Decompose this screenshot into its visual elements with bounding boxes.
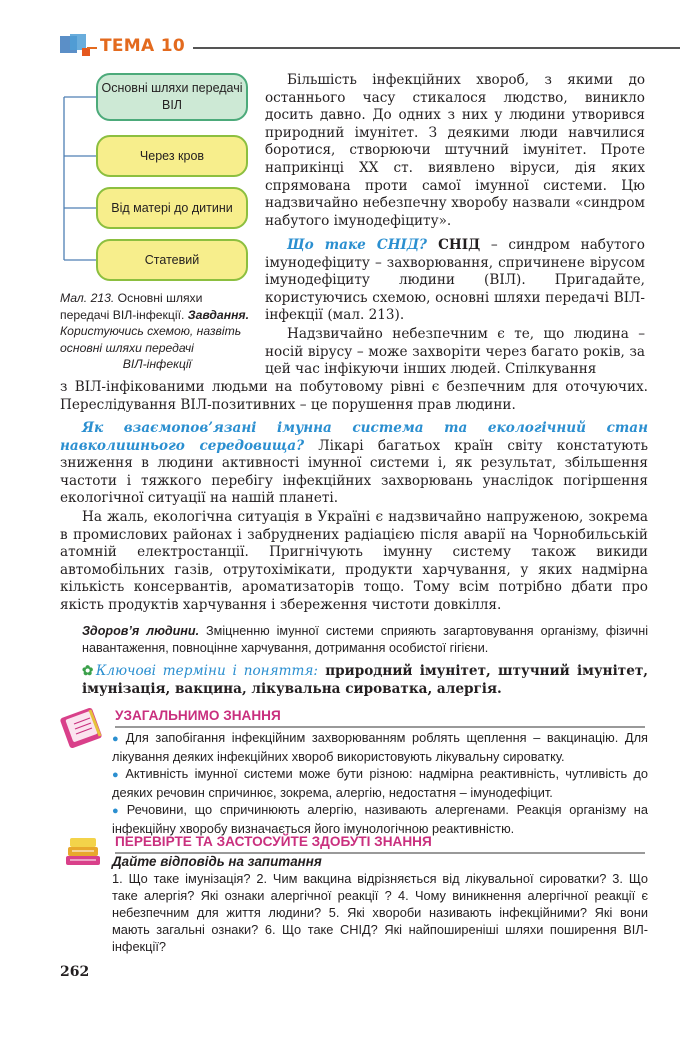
diagram-node-main: Основні шляхи передачі ВІЛ	[96, 73, 248, 121]
summary-list	[112, 729, 648, 837]
key-terms-label: Ключові терміни і поняття:	[95, 663, 318, 679]
ecology-text: Лікарі багатьох країн світу констатують зниження в людини активності імунної системи і, як результат, збільшення частоти і тяжкого перебігу інфекційних захворювань унаслідок погіршення екологічної ситуації на нашій планеті.	[60, 437, 648, 507]
diagram-bracket	[58, 72, 98, 292]
bullet-icon: ●	[112, 769, 122, 781]
question-aids: Що таке СНІД?	[287, 237, 427, 253]
topic-title: ТЕМА 10	[100, 36, 185, 56]
health-note	[82, 623, 648, 657]
summary-item	[112, 765, 648, 801]
caption-label: Мал. 213.	[60, 291, 115, 305]
header-square-icon	[82, 48, 90, 56]
summary-item	[112, 801, 648, 837]
paragraph-ecology	[60, 420, 648, 508]
page-number: 262	[60, 964, 90, 980]
clover-icon: ✿	[82, 663, 96, 679]
paragraph-ukraine: На жаль, екологічна ситуація в Україні є надзвичайно напруженою, зокрема в промислових районах і забруднених радіацією після аварії на Чорнобильській атомній електростанції. Пригнічують імунну систему також викиди автомобільних газів, отрутохімікати, продукти харчування, у яких надмірна кількість консервантів, ароматизаторів тощо. Тому всім потрібно дбати про якість продуктів харчування і збереження чистоти довкілля.	[60, 509, 648, 613]
caption-text: Основні шляхи передачі ВІЛ-інфекції.	[60, 291, 203, 322]
figure-caption	[60, 290, 254, 373]
caption-task-end: ВІЛ-інфекції	[122, 357, 192, 371]
health-label: Здоров’я людини.	[82, 624, 200, 638]
caption-task-text: Користуючись схемою, назвіть основні шляхи передачі	[60, 324, 242, 355]
check-title: ПЕРЕВІРТЕ ТА ЗАСТОСУЙТЕ ЗДОБУТІ ЗНАННЯ	[115, 834, 432, 849]
summary-item-text: Активність імунної системи може бути різною: надмірна реактивність, чутливість до деяких речовин спричинює, зокрема, алергію, недостатня – імунодефіцит.	[112, 766, 648, 800]
page-header	[60, 34, 680, 58]
paragraph-danger: Надзвичайно небезпечним є те, що людина – носій вірусу – може захворіти через багато років, за цей час інфікуючи інших людей. Спілкування	[265, 326, 645, 378]
books-icon	[60, 832, 106, 874]
questions-text: 1. Що таке імунізація? 2. Чим вакцина відрізняється від лікувальної сироватки? 3. Що таке алергія? Які ознаки алергічної реакції ? 4. Чому виникнення алергічної реакції є небезпечним для життя людини? 5. Які хвороби називають інфекційними? Які вони мають загальні ознаки? 6. Що таке СНІД? Які найпоширеніші шляхи поширення ВІЛ-інфекції?	[112, 871, 648, 954]
summary-rule	[115, 726, 645, 728]
header-accent-line	[87, 47, 97, 49]
paragraph-danger-cont: з ВІЛ-інфікованими людьми на побутовому рівні є безпечним для оточуючих. Переслідування ВІЛ-позитивних – це порушення прав людини.	[60, 379, 648, 413]
key-terms	[82, 662, 648, 698]
paragraph-aids	[265, 237, 645, 325]
bullet-icon: ●	[112, 733, 122, 745]
check-questions	[112, 853, 648, 955]
check-subhead: Дайте відповідь на запитання	[112, 854, 322, 869]
transmission-diagram	[58, 72, 258, 292]
bullet-icon: ●	[112, 805, 123, 817]
header-rule	[193, 47, 680, 49]
summary-icon	[60, 706, 106, 748]
caption-task-label: Завдання.	[187, 307, 249, 322]
summary-item-text: Речовини, що спричинюють алергію, називають алергенами. Реакція організму на інфекційну хворобу визначається його імунологічною реактивністю.	[112, 802, 648, 836]
diagram-node-mother-child: Від матері до дитини	[96, 187, 248, 229]
term-aids: СНІД	[426, 237, 481, 253]
summary-item-text: Для запобігання інфекційним захворюванням роблять щеплення – вакцинацію. Для лікування деяких інфекційних хвороб використовують лікувальну сироватку.	[112, 730, 648, 764]
diagram-node-blood: Через кров	[96, 135, 248, 177]
summary-title: УЗАГАЛЬНИМО ЗНАННЯ	[115, 708, 281, 723]
summary-item	[112, 729, 648, 765]
key-terms-list: природний імунітет, штучний імунітет, імунізація, вакцина, лікувальна сироватка, алергія.	[82, 663, 649, 697]
health-text: Зміцненню імунної системи сприяють загартовування організму, фізичні навантаження, повноцінне харчування, дотримання особистої гігієни.	[82, 624, 648, 655]
diagram-node-sexual: Статевий	[96, 239, 248, 281]
paragraph-intro: Більшість інфекційних хвороб, з якими до останнього часу стикалося людство, виникло досить давно. До одних з них у людини утворився природний імунітет. З деякими люди навчилися боротися, створюючи штучний імунітет. Проте наприкінці XX ст. виявлено віруси, дія яких спрямована проти самої імунної системи. Цю надзвичайно небезпечну хворобу назвали «синдром набутого імунодефіциту».	[265, 72, 645, 229]
question-ecology: Як взаємопов’язані імунна система та екологічний стан навколишнього середовища?	[60, 420, 648, 454]
aids-definition: – синдром набутого імунодефіциту – захворювання, спричинене вірусом імунодефіциту людини (ВІЛ). Пригадайте, користуючись схемою, основні шляхи передачі ВІЛ-інфекції (мал. 213).	[265, 237, 645, 324]
